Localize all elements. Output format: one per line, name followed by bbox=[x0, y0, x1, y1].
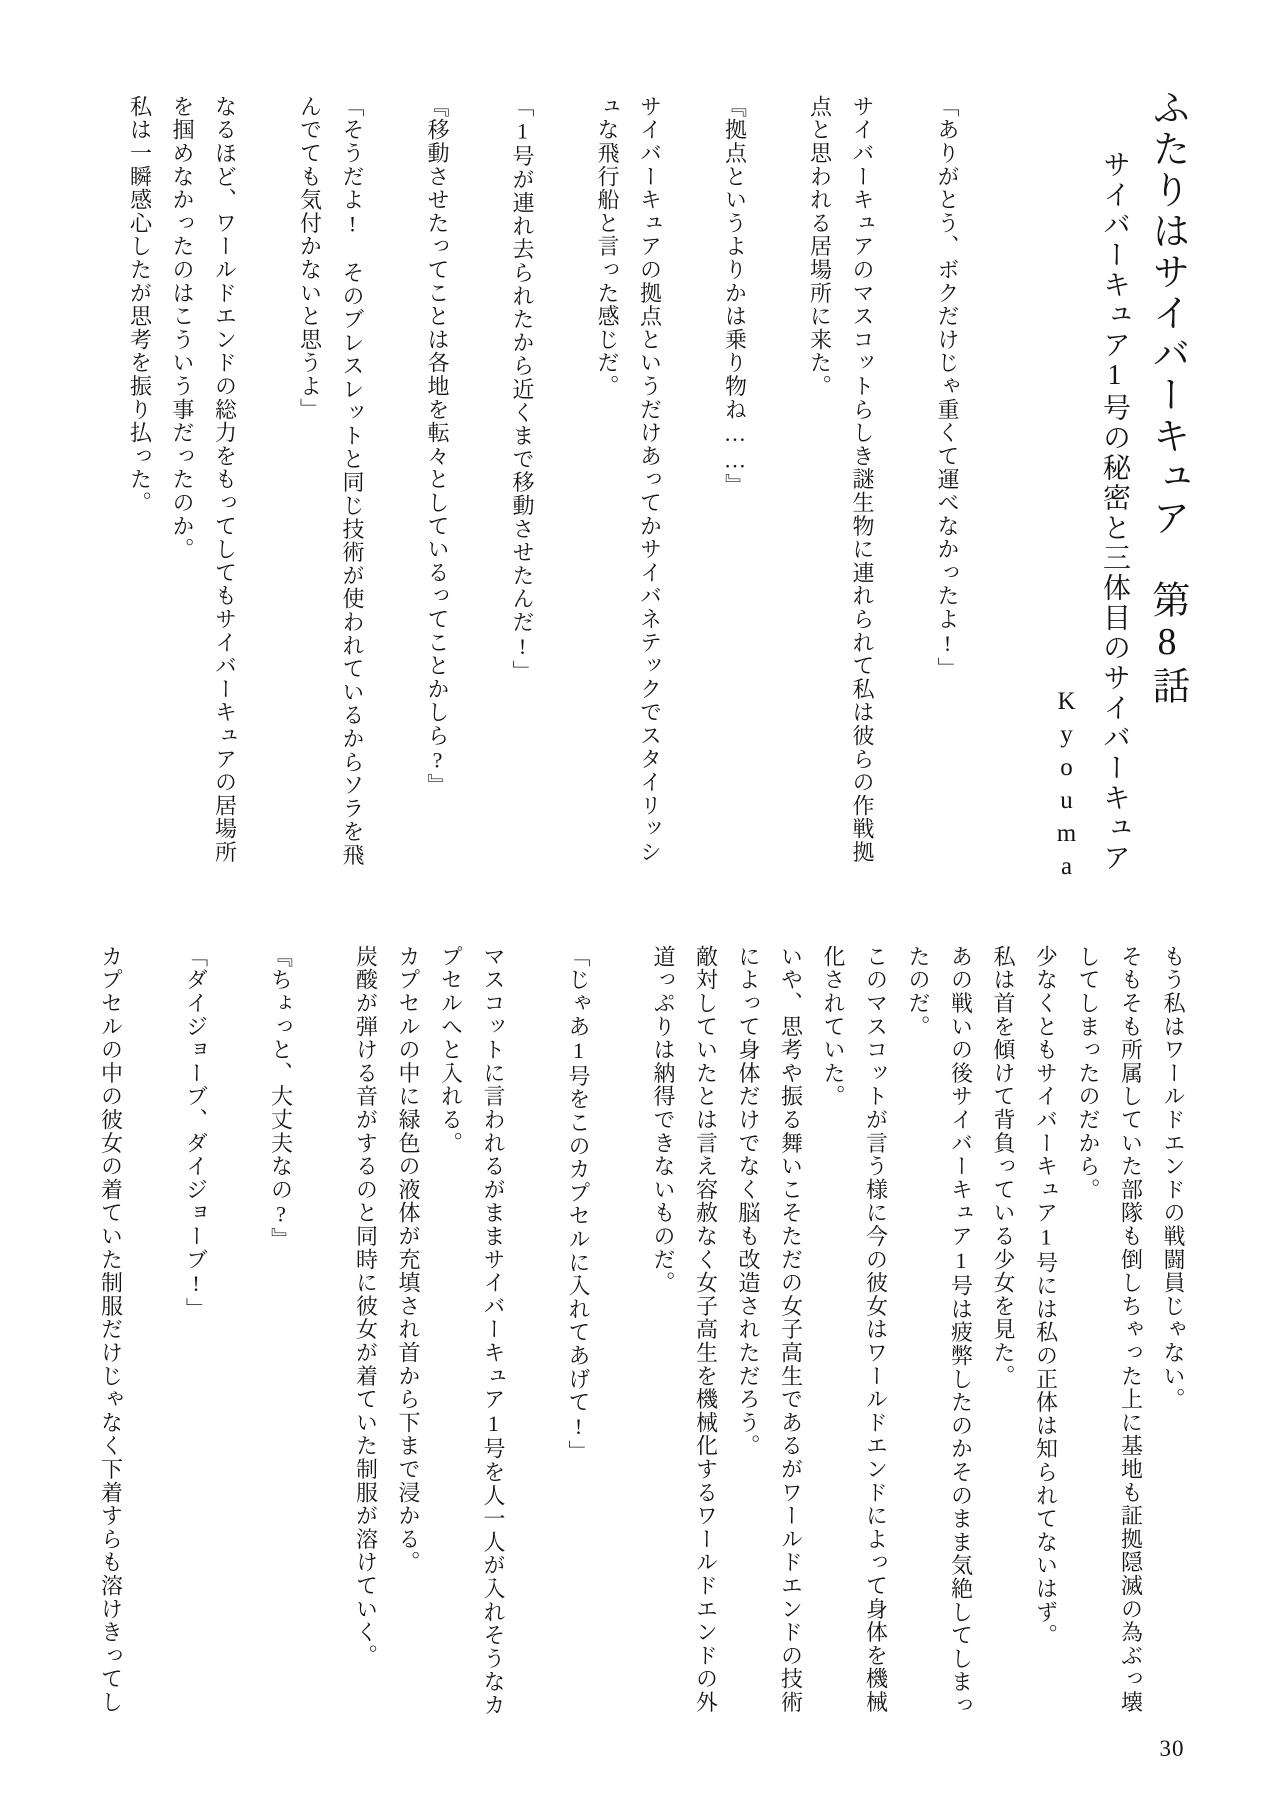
narration-paragraph: カプセルの中の彼女の着ていた制服だけじゃなく下着すらも溶けきってし bbox=[98, 945, 124, 1714]
dialogue-paragraph: 「ダイジョーブ、ダイジョーブ!」 bbox=[183, 945, 209, 1321]
narration-paragraph: あの戦いの後サイバーキュア1号は疲弊したのかそのまま気絶してしまったのだ。 bbox=[906, 945, 974, 1717]
dialogue-paragraph: 「そうだよ! そのブレスレットと同じ技術が使われているからソラを飛んでても気付かないと思うよ」 bbox=[297, 95, 365, 867]
narration-paragraph: いや、思考や振る舞いこそただの女子高生であるがワールドエンドの技術によって身体だけでなく脳も改造されただろう。 bbox=[736, 945, 804, 1714]
upper-text-section bbox=[108, 95, 968, 885]
dialogue-paragraph: 「ありがとう、ボクだけじゃ重くて運べなかったよ!」 bbox=[935, 95, 960, 681]
narration-paragraph: もう私はワールドエンドの戦闘員じゃない。 bbox=[1161, 945, 1186, 1411]
narration-paragraph: 少なくともサイバーキュア1号には私の正体は知られてないはず。 bbox=[1033, 945, 1059, 1647]
title-block bbox=[1043, 88, 1195, 908]
lower-text-section bbox=[94, 945, 1194, 1717]
narration-paragraph: サイバーキュアのマスコットらしき謎生物に連れられて私は彼らの作戦拠点と思われる居場所に来た。 bbox=[807, 95, 875, 864]
narration-paragraph: 私は首を傾けて背負っている少女を見た。 bbox=[991, 945, 1016, 1388]
author-name: Kyouma bbox=[1053, 688, 1080, 886]
narration-paragraph: 敵対していたとは言え容赦なく女子高生を機械化するワールドエンドの外道っぷりは納得できないものだ。 bbox=[651, 945, 719, 1714]
narration-paragraph: 私は一瞬感心したが思考を振り払った。 bbox=[127, 95, 153, 515]
narration-paragraph: なるほど、ワールドエンドの総力をもってしてもサイバーキュアの居場所を掴めなかったのはこういう事だったのか。 bbox=[170, 95, 238, 864]
dialogue-paragraph: 『拠点というよりかは乗り物ね……』 bbox=[722, 95, 748, 498]
dialogue-paragraph: 「じゃあ1号をこのカプセルに入れてあげて!」 bbox=[566, 945, 591, 1464]
page-title: ふたりはサイバーキュア 第8話 bbox=[1146, 88, 1188, 707]
page-subtitle: サイバーキュア1号の秘密と三体目のサイバーキュア bbox=[1099, 150, 1130, 873]
narration-paragraph: そもそも所属していた部隊も倒しちゃった上に基地も証拠隠滅の為ぶっ壊してしまったのだから。 bbox=[1076, 945, 1144, 1714]
dialogue-paragraph: 『移動させたってことは各地を転々としているってことかしら?』 bbox=[425, 95, 450, 797]
narration-paragraph: サイバーキュアの拠点というだけあってかサイバネテックでスタイリッシュな飛行船と言った感じだ。 bbox=[595, 95, 663, 864]
narration-paragraph: このマスコットが言う様に今の彼女はワールドエンドによって身体を機械化されていた。 bbox=[821, 945, 889, 1714]
narration-paragraph: 炭酸が弾ける音がするのと同時に彼女が着ていた制服が溶けていく。 bbox=[353, 945, 379, 1668]
dialogue-paragraph: 『ちょっと、大丈夫なの?』 bbox=[268, 945, 294, 1251]
narration-paragraph: カプセルの中に緑色の液体が充填され首から下まで浸かる。 bbox=[396, 945, 421, 1575]
narration-paragraph: マスコットに言われるがままサイバーキュア1号を人一人が入れそうなカプセルへと入れる。 bbox=[438, 945, 506, 1717]
page-number: 30 bbox=[1159, 1736, 1185, 1761]
dialogue-paragraph: 「1号が連れ去られたから近くまで移動させたんだ!」 bbox=[510, 95, 535, 684]
